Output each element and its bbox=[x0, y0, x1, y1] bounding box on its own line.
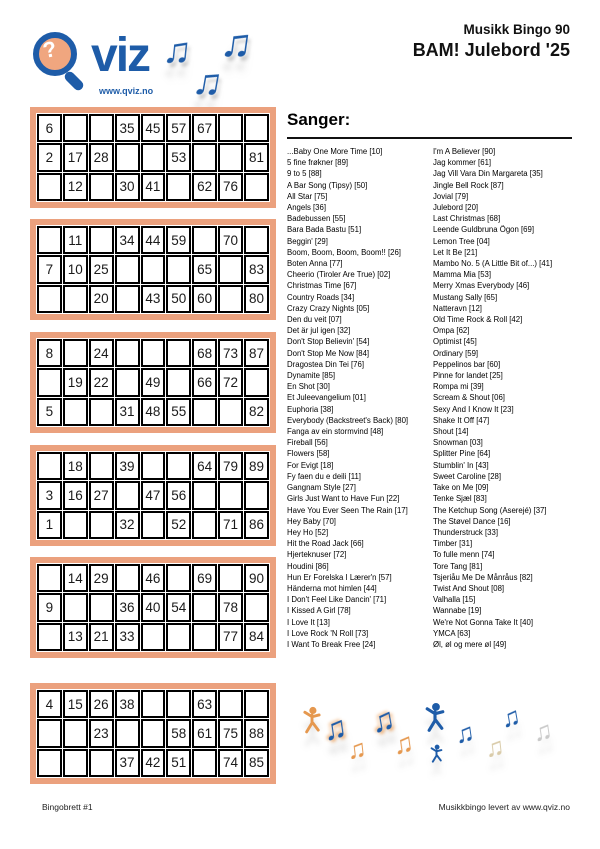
bingo-cell-empty bbox=[89, 226, 114, 254]
event-title: BAM! Julebord '25 bbox=[412, 40, 570, 60]
bingo-card bbox=[30, 683, 276, 784]
song-item: Boom, Boom, Boom, Boom!! [26] bbox=[287, 247, 401, 257]
music-note-icon: ♫ bbox=[320, 708, 350, 748]
song-item: Wannabe [19] bbox=[433, 606, 482, 616]
bingo-cell-empty bbox=[244, 173, 269, 201]
bingo-cell-number: 72 bbox=[218, 368, 243, 396]
music-note-icon: ♫ bbox=[160, 28, 194, 74]
bingo-cell-number: 3 bbox=[37, 481, 62, 509]
bingo-cell-empty bbox=[192, 593, 217, 621]
song-item: Euphoria [38] bbox=[287, 404, 334, 414]
game-title: Musikk Bingo 90 bbox=[463, 22, 570, 37]
bingo-cell-number: 18 bbox=[63, 452, 88, 480]
bingo-cell-number: 67 bbox=[192, 114, 217, 142]
bingo-cell-empty bbox=[218, 564, 243, 592]
bingo-cell-empty bbox=[244, 481, 269, 509]
logo-brand-text: viz bbox=[91, 29, 150, 82]
bingo-cell-empty bbox=[37, 564, 62, 592]
bingo-cell-empty bbox=[141, 339, 166, 367]
bingo-cell-number: 78 bbox=[218, 593, 243, 621]
dancer-icon bbox=[429, 744, 444, 764]
song-list-heading: Sanger: bbox=[287, 110, 351, 129]
bingo-cell-empty bbox=[166, 339, 191, 367]
bingo-cell-empty bbox=[89, 114, 114, 142]
bingo-cell-empty bbox=[37, 623, 62, 651]
bingo-cell-empty bbox=[244, 368, 269, 396]
song-item: Gangnam Style [27] bbox=[287, 483, 356, 493]
song-item: Mambo No. 5 (A Little Bit of...) [41] bbox=[433, 259, 553, 269]
song-item: Merry Xmas Everybody [46] bbox=[433, 281, 530, 291]
song-item: Et Juleevangelium [01] bbox=[287, 393, 366, 403]
song-item: Jingle Bell Rock [87] bbox=[433, 180, 504, 190]
song-item: Flowers [58] bbox=[287, 449, 330, 459]
bingo-cell-empty bbox=[89, 398, 114, 426]
song-item: Tsjeriåu Me De Månråus [82] bbox=[433, 572, 533, 582]
bingo-cell-number: 2 bbox=[37, 143, 62, 171]
music-note-icon: ♫ bbox=[498, 700, 523, 734]
bingo-cell-number: 9 bbox=[37, 593, 62, 621]
song-list-divider bbox=[287, 137, 572, 139]
bingo-cell-empty bbox=[115, 719, 140, 747]
bingo-cell-number: 24 bbox=[89, 339, 114, 367]
song-item: I Don't Feel Like Dancin' [71] bbox=[287, 595, 387, 605]
bingo-cell-number: 81 bbox=[244, 143, 269, 171]
bingo-cell-number: 46 bbox=[141, 564, 166, 592]
song-item: Jovial [79] bbox=[433, 191, 469, 201]
bingo-cell-empty bbox=[37, 719, 62, 747]
song-item: Angels [36] bbox=[287, 203, 327, 213]
bingo-cell-empty bbox=[244, 226, 269, 254]
bingo-cell-empty bbox=[192, 143, 217, 171]
bingo-cell-empty bbox=[89, 593, 114, 621]
bingo-cell-number: 74 bbox=[218, 749, 243, 777]
song-item: Christmas Time [67] bbox=[287, 281, 357, 291]
song-item: Fanga av ein stormvind [48] bbox=[287, 427, 384, 437]
song-item: The Støvel Dance [16] bbox=[433, 516, 511, 526]
song-item: Händerna mot himlen [44] bbox=[287, 583, 377, 593]
bingo-cell-number: 44 bbox=[141, 226, 166, 254]
bingo-cell-number: 25 bbox=[89, 255, 114, 283]
bingo-cell-empty bbox=[166, 623, 191, 651]
bingo-cell-number: 71 bbox=[218, 511, 243, 539]
bingo-cell-number: 55 bbox=[166, 398, 191, 426]
bingo-cell-empty bbox=[37, 173, 62, 201]
bingo-cell-number: 36 bbox=[115, 593, 140, 621]
bingo-cell-empty bbox=[192, 623, 217, 651]
bingo-cell-empty bbox=[115, 564, 140, 592]
song-item: 9 to 5 [88] bbox=[287, 169, 322, 179]
header-music-notes bbox=[155, 17, 275, 107]
song-item: Take on Me [09] bbox=[433, 483, 489, 493]
song-item: Beggin' [29] bbox=[287, 236, 328, 246]
bingo-cell-empty bbox=[166, 452, 191, 480]
bingo-cell-empty bbox=[63, 285, 88, 313]
bingo-cell-empty bbox=[218, 690, 243, 718]
song-item: Hey Baby [70] bbox=[287, 516, 336, 526]
song-item: Sweet Caroline [28] bbox=[433, 471, 502, 481]
song-item: Sexy And I Know It [23] bbox=[433, 404, 514, 414]
song-item: Badebussen [55] bbox=[287, 214, 346, 224]
bingo-cell-number: 41 bbox=[141, 173, 166, 201]
song-item: Ompa [62] bbox=[433, 326, 470, 336]
song-item: ...Baby One More Time [10] bbox=[287, 147, 383, 156]
song-item: Leende Guldbruna Ögon [69] bbox=[433, 225, 535, 235]
bingo-cell-empty bbox=[89, 511, 114, 539]
song-list-section bbox=[287, 110, 573, 650]
song-item: Peppelinos bar [60] bbox=[433, 359, 501, 369]
bingo-cell-empty bbox=[37, 226, 62, 254]
bingo-cell-empty bbox=[115, 481, 140, 509]
bingo-cell-number: 60 bbox=[192, 285, 217, 313]
bingo-cell-number: 17 bbox=[63, 143, 88, 171]
bingo-cell-empty bbox=[192, 226, 217, 254]
bingo-cell-number: 15 bbox=[63, 690, 88, 718]
bingo-cell-empty bbox=[218, 285, 243, 313]
bingo-cell-empty bbox=[192, 481, 217, 509]
song-item: Rompa mi [39] bbox=[433, 382, 484, 392]
song-item: En Shot [30] bbox=[287, 382, 330, 392]
bingo-cell-empty bbox=[141, 690, 166, 718]
music-note-icon: ♫ bbox=[368, 700, 398, 740]
song-item: Mustang Sally [65] bbox=[433, 292, 498, 302]
bingo-cell-number: 52 bbox=[166, 511, 191, 539]
bingo-cell-number: 19 bbox=[63, 368, 88, 396]
bingo-cell-empty bbox=[166, 173, 191, 201]
bingo-cell-empty bbox=[89, 452, 114, 480]
bingo-cell-empty bbox=[141, 255, 166, 283]
song-item: Hjerteknuser [72] bbox=[287, 550, 347, 560]
music-note-icon: ♫ bbox=[390, 726, 416, 761]
song-item: Hey Ho [52] bbox=[287, 527, 329, 537]
bingo-cell-empty bbox=[63, 339, 88, 367]
bingo-cell-number: 82 bbox=[244, 398, 269, 426]
bingo-cell-number: 87 bbox=[244, 339, 269, 367]
song-item: Mamma Mia [53] bbox=[433, 270, 492, 280]
bingo-card bbox=[30, 557, 276, 658]
bingo-cell-number: 21 bbox=[89, 623, 114, 651]
song-item: Øl, øl og mere øl [49] bbox=[433, 639, 507, 649]
bingo-cell-number: 59 bbox=[166, 226, 191, 254]
bingo-cell-empty bbox=[63, 114, 88, 142]
footer-music-decorations bbox=[283, 700, 583, 795]
bingo-cell-empty bbox=[218, 398, 243, 426]
bingo-cell-number: 65 bbox=[192, 255, 217, 283]
bingo-cell-number: 63 bbox=[192, 690, 217, 718]
bingo-cell-empty bbox=[141, 511, 166, 539]
bingo-cell-empty bbox=[37, 285, 62, 313]
song-item: Last Christmas [68] bbox=[433, 214, 501, 224]
song-item: Cheerio (Tiroler Are True) [02] bbox=[287, 270, 391, 280]
song-column-left bbox=[287, 146, 433, 650]
bingo-cell-number: 53 bbox=[166, 143, 191, 171]
song-item: Don't Stop Believin' [54] bbox=[287, 337, 370, 347]
bingo-cell-number: 22 bbox=[89, 368, 114, 396]
song-item: For Evigt [18] bbox=[287, 460, 334, 470]
song-item: I Love It [13] bbox=[287, 617, 330, 627]
song-item: Hit the Road Jack [66] bbox=[287, 539, 364, 549]
bingo-cell-number: 10 bbox=[63, 255, 88, 283]
song-item: Optimist [45] bbox=[433, 337, 477, 347]
bingo-cell-empty bbox=[166, 255, 191, 283]
song-item: Stumblin' In [43] bbox=[433, 460, 489, 470]
song-item: Snowman [03] bbox=[433, 438, 483, 448]
bingo-cell-number: 37 bbox=[115, 749, 140, 777]
logo-url: www.qviz.no bbox=[99, 86, 154, 96]
logo-question-mark: ? bbox=[40, 35, 59, 64]
bingo-cell-number: 89 bbox=[244, 452, 269, 480]
bingo-cell-number: 16 bbox=[63, 481, 88, 509]
bingo-cell-number: 1 bbox=[37, 511, 62, 539]
song-item: Jag Vill Vara Din Margareta [35] bbox=[433, 169, 543, 179]
bingo-cell-empty bbox=[141, 623, 166, 651]
bingo-cell-empty bbox=[37, 368, 62, 396]
bingo-cell-number: 35 bbox=[115, 114, 140, 142]
bingo-cell-number: 39 bbox=[115, 452, 140, 480]
bingo-cell-empty bbox=[115, 143, 140, 171]
provider-credit: Musikkbingo levert av www.qviz.no bbox=[438, 802, 570, 812]
bingo-cell-number: 64 bbox=[192, 452, 217, 480]
bingo-cell-number: 73 bbox=[218, 339, 243, 367]
bingo-cell-number: 26 bbox=[89, 690, 114, 718]
bingo-cell-number: 86 bbox=[244, 511, 269, 539]
song-item: All Star [75] bbox=[287, 191, 328, 201]
song-item: Everybody (Backstreet's Back) [80] bbox=[287, 415, 409, 425]
dancer-icon bbox=[423, 702, 447, 733]
bingo-cell-number: 34 bbox=[115, 226, 140, 254]
bingo-cell-empty bbox=[115, 255, 140, 283]
bingo-cell-number: 14 bbox=[63, 564, 88, 592]
bingo-cell-empty bbox=[141, 452, 166, 480]
music-note-icon: ♫ bbox=[217, 17, 256, 68]
song-item: I Love Rock 'N Roll [73] bbox=[287, 628, 369, 638]
title-block bbox=[413, 22, 570, 61]
bingo-cell-empty bbox=[192, 511, 217, 539]
song-item: Old Time Rock & Roll [42] bbox=[433, 315, 523, 325]
bingo-cell-number: 20 bbox=[89, 285, 114, 313]
song-item: Crazy Crazy Nights [05] bbox=[287, 303, 370, 313]
bingo-cell-number: 66 bbox=[192, 368, 217, 396]
bingo-cell-empty bbox=[141, 143, 166, 171]
song-item: Shout [14] bbox=[433, 427, 469, 437]
bingo-cell-number: 28 bbox=[89, 143, 114, 171]
bingo-cell-empty bbox=[166, 564, 191, 592]
bingo-cell-number: 70 bbox=[218, 226, 243, 254]
bingo-cell-empty bbox=[218, 255, 243, 283]
song-column-right bbox=[433, 146, 573, 650]
bingo-cell-number: 51 bbox=[166, 749, 191, 777]
bingo-cell-number: 56 bbox=[166, 481, 191, 509]
bingo-card bbox=[30, 445, 276, 546]
bingo-cell-empty bbox=[244, 593, 269, 621]
bingo-cell-number: 48 bbox=[141, 398, 166, 426]
bingo-cell-empty bbox=[89, 749, 114, 777]
song-item: Houdini [86] bbox=[287, 561, 329, 571]
bingo-cell-number: 77 bbox=[218, 623, 243, 651]
bingo-grid bbox=[36, 689, 270, 778]
bingo-cell-empty bbox=[166, 368, 191, 396]
bingo-cell-number: 45 bbox=[141, 114, 166, 142]
song-item: Lemon Tree [04] bbox=[433, 236, 490, 246]
bingo-cell-empty bbox=[37, 749, 62, 777]
bingo-cell-empty bbox=[218, 481, 243, 509]
bingo-cell-number: 69 bbox=[192, 564, 217, 592]
bingo-cell-empty bbox=[218, 114, 243, 142]
bingo-cell-number: 43 bbox=[141, 285, 166, 313]
song-item: I Kissed A Girl [78] bbox=[287, 606, 351, 616]
song-item: Dragostea Din Tei [76] bbox=[287, 359, 365, 369]
song-item: Den du veit [07] bbox=[287, 315, 342, 325]
bingo-cell-empty bbox=[63, 749, 88, 777]
song-item: Tenke Sjæl [83] bbox=[433, 494, 487, 504]
bingo-cell-empty bbox=[244, 690, 269, 718]
sheet-number: Bingobrett #1 bbox=[42, 802, 93, 812]
song-item: Country Roads [34] bbox=[287, 292, 355, 302]
song-item: 5 fine frøkner [89] bbox=[287, 158, 349, 168]
bingo-cell-empty bbox=[192, 398, 217, 426]
bingo-cell-number: 75 bbox=[218, 719, 243, 747]
song-item: Valhalla [15] bbox=[433, 595, 476, 605]
song-item: The Ketchup Song (Aserejé) [37] bbox=[433, 505, 547, 515]
song-item: To fulle menn [74] bbox=[433, 550, 495, 560]
bingo-cell-number: 29 bbox=[89, 564, 114, 592]
bingo-cell-number: 79 bbox=[218, 452, 243, 480]
song-item: Thunderstruck [33] bbox=[433, 527, 499, 537]
bingo-cell-number: 68 bbox=[192, 339, 217, 367]
song-item: Det är jul igen [32] bbox=[287, 326, 351, 336]
bingo-cell-number: 38 bbox=[115, 690, 140, 718]
bingo-cell-empty bbox=[63, 593, 88, 621]
bingo-cell-empty bbox=[89, 173, 114, 201]
song-item: Don't Stop Me Now [84] bbox=[287, 348, 370, 358]
bingo-cell-number: 13 bbox=[63, 623, 88, 651]
bingo-cell-number: 33 bbox=[115, 623, 140, 651]
bingo-card bbox=[30, 219, 276, 320]
bingo-cell-number: 58 bbox=[166, 719, 191, 747]
bingo-cell-number: 90 bbox=[244, 564, 269, 592]
bingo-cell-number: 62 bbox=[192, 173, 217, 201]
bingo-card bbox=[30, 107, 276, 208]
bingo-cell-number: 6 bbox=[37, 114, 62, 142]
bingo-cell-number: 42 bbox=[141, 749, 166, 777]
bingo-cell-empty bbox=[244, 114, 269, 142]
bingo-cell-number: 83 bbox=[244, 255, 269, 283]
song-item: Hun Er Forelska I Lærer'n [57] bbox=[287, 572, 392, 582]
song-item: I'm A Believer [90] bbox=[433, 147, 496, 156]
bingo-cell-number: 7 bbox=[37, 255, 62, 283]
song-item: Shake It Off [47] bbox=[433, 415, 490, 425]
music-note-icon: ♫ bbox=[531, 714, 555, 748]
song-columns bbox=[287, 146, 573, 650]
song-item: I Want To Break Free [24] bbox=[287, 639, 376, 649]
bingo-cell-number: 27 bbox=[89, 481, 114, 509]
bingo-cell-number: 76 bbox=[218, 173, 243, 201]
bingo-cell-number: 31 bbox=[115, 398, 140, 426]
song-item: Fy faen du e deili [11] bbox=[287, 471, 361, 481]
bingo-cell-number: 30 bbox=[115, 173, 140, 201]
bingo-cell-number: 47 bbox=[141, 481, 166, 509]
song-item: Dynamite [85] bbox=[287, 371, 336, 381]
bingo-cell-empty bbox=[37, 452, 62, 480]
music-note-icon: ♫ bbox=[453, 716, 477, 750]
song-item: Julebord [20] bbox=[433, 203, 479, 213]
song-item: Pinne for landet [25] bbox=[433, 371, 503, 381]
bingo-cell-number: 5 bbox=[37, 398, 62, 426]
music-note-icon: ♫ bbox=[483, 731, 507, 763]
bingo-cell-empty bbox=[115, 368, 140, 396]
bingo-grid bbox=[36, 563, 270, 652]
bingo-cell-number: 54 bbox=[166, 593, 191, 621]
bingo-cell-empty bbox=[192, 749, 217, 777]
bingo-cell-number: 80 bbox=[244, 285, 269, 313]
song-item: Natteravn [12] bbox=[433, 303, 482, 313]
bingo-cell-empty bbox=[115, 339, 140, 367]
bingo-grid bbox=[36, 451, 270, 540]
bingo-cell-number: 32 bbox=[115, 511, 140, 539]
dancer-icon bbox=[301, 706, 323, 735]
bingo-cell-number: 49 bbox=[141, 368, 166, 396]
bingo-cell-number: 85 bbox=[244, 749, 269, 777]
song-item: Ordinary [59] bbox=[433, 348, 479, 358]
song-item: A Bar Song (Tipsy) [50] bbox=[287, 180, 368, 190]
bingo-cell-number: 8 bbox=[37, 339, 62, 367]
bingo-cell-empty bbox=[63, 398, 88, 426]
song-item: YMCA [63] bbox=[433, 628, 471, 638]
bingo-cell-number: 23 bbox=[89, 719, 114, 747]
bingo-cell-empty bbox=[218, 143, 243, 171]
song-item: Boten Anna [77] bbox=[287, 259, 343, 269]
bingo-grid bbox=[36, 338, 270, 427]
bingo-cell-empty bbox=[115, 285, 140, 313]
bingo-cell-number: 61 bbox=[192, 719, 217, 747]
bingo-card bbox=[30, 332, 276, 433]
bingo-cell-number: 11 bbox=[63, 226, 88, 254]
bingo-cell-empty bbox=[166, 690, 191, 718]
magnifier-handle bbox=[63, 70, 86, 93]
bingo-cell-number: 12 bbox=[63, 173, 88, 201]
bingo-cell-number: 88 bbox=[244, 719, 269, 747]
music-note-icon: ♫ bbox=[189, 57, 227, 107]
bingo-grid bbox=[36, 225, 270, 314]
song-item: Twist And Shout [08] bbox=[433, 583, 505, 593]
song-item: Girls Just Want to Have Fun [22] bbox=[287, 494, 400, 504]
bingo-cell-empty bbox=[141, 719, 166, 747]
bingo-cell-number: 57 bbox=[166, 114, 191, 142]
bingo-cell-empty bbox=[63, 511, 88, 539]
song-item: Splitter Pine [64] bbox=[433, 449, 491, 459]
song-item: Let It Be [21] bbox=[433, 247, 478, 257]
bingo-cell-number: 84 bbox=[244, 623, 269, 651]
bingo-cell-empty bbox=[63, 719, 88, 747]
bingo-cell-number: 40 bbox=[141, 593, 166, 621]
bingo-cell-number: 50 bbox=[166, 285, 191, 313]
song-item: Timber [31] bbox=[433, 539, 473, 549]
song-item: We're Not Gonna Take It [40] bbox=[433, 617, 534, 627]
song-item: Have You Ever Seen The Rain [17] bbox=[287, 505, 408, 515]
song-item: Jag kommer [61] bbox=[433, 158, 492, 168]
music-note-icon: ♫ bbox=[345, 733, 369, 765]
song-item: Tore Tang [81] bbox=[433, 561, 483, 571]
song-item: Scream & Shout [06] bbox=[433, 393, 505, 403]
bingo-cell-number: 4 bbox=[37, 690, 62, 718]
song-item: Fireball [56] bbox=[287, 438, 328, 448]
bingo-grid bbox=[36, 113, 270, 202]
song-item: Bara Bada Bastu [51] bbox=[287, 225, 362, 235]
